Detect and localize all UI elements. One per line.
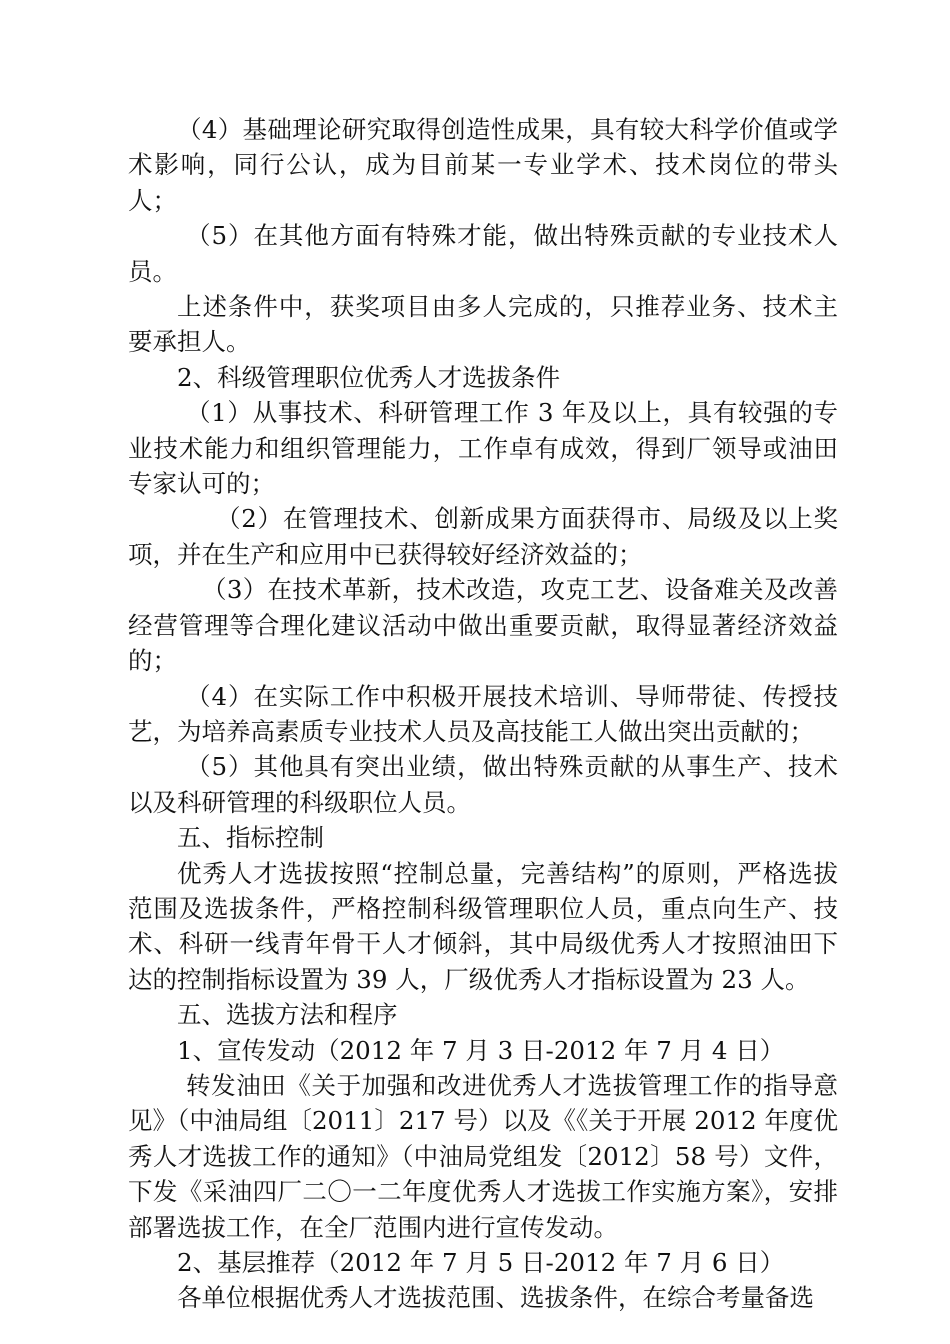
- paragraph-criterion-5: （5）其他具有突出业绩，做出特殊贡献的从事生产、技术以及科研管理的科级职位人员。: [128, 752, 838, 817]
- paragraph-criterion-3: （3）在技术革新，技术改造，攻克工艺、设备难关及改善经营管理等合理化建议活动中做出重要贡献，取得显著经济效益的；: [128, 575, 838, 676]
- paragraph-special-talent: （5）在其他方面有特殊才能，做出特殊贡献的专业技术人员。: [128, 221, 838, 286]
- section-heading-management-criteria: 2、科级管理职位优秀人才选拔条件: [177, 362, 561, 392]
- paragraph-recommendation: 各单位根据优秀人才选拔范围、选拔条件，在综合考量备选: [177, 1283, 814, 1313]
- step-heading-publicity: 1、宣传发动（2012 年 7 月 3 日-2012 年 7 月 4 日）: [177, 1035, 785, 1065]
- document-body: [128, 112, 838, 1316]
- paragraph-basic-research: （4）基础理论研究取得创造性成果，具有较大科学价值或学术影响，同行公认，成为目前某一专业学术、技术岗位的带头人；: [128, 115, 838, 215]
- paragraph-criterion-1: （1）从事技术、科研管理工作 3 年及以上，具有较强的专业技术能力和组织管理能力，工作卓有成效，得到厂领导或油田专家认可的；: [128, 398, 838, 499]
- paragraph-criterion-4: （4）在实际工作中积极开展技术培训、导师带徒、传授技艺，为培养高素质专业技术人员及高技能工人做出突出贡献的；: [128, 681, 838, 746]
- paragraph-criterion-2: （2）在管理技术、创新成果方面获得市、局级及以上奖项，并在生产和应用中已获得较好经济效益的；: [128, 504, 838, 569]
- section-heading-methods-procedure: 五、选拔方法和程序: [177, 1000, 398, 1030]
- paragraph-quota-control: 优秀人才选拔按照“控制总量，完善结构”的原则，严格选拔范围及选拔条件，严格控制科级管理职位人员，重点向生产、技术、科研一线青年骨干人才倾斜，其中局级优秀人才按照油田下达的控制指标设置为 39 人，厂级优秀人才指标设置为 23 人。: [128, 858, 838, 994]
- paragraph-award-note: 上述条件中，获奖项目由多人完成的，只推荐业务、技术主要承担人。: [128, 292, 838, 357]
- step-heading-recommendation: 2、基层推荐（2012 年 7 月 5 日-2012 年 7 月 6 日）: [177, 1248, 785, 1277]
- paragraph-publicity: 转发油田《关于加强和改进优秀人才选拔管理工作的指导意见》（中油局组〔2011〕217 号）以及《《关于开展 2012 年度优秀人才选拔工作的通知》（中油局党组发〔2012〕58 号）文件，下发《采油四厂二〇一二年度优秀人才选拔工作实施方案》，安排部署选拔工作，在全厂范围内进行宣传发动。: [128, 1070, 838, 1242]
- section-heading-quota-control: 五、指标控制: [177, 823, 324, 853]
